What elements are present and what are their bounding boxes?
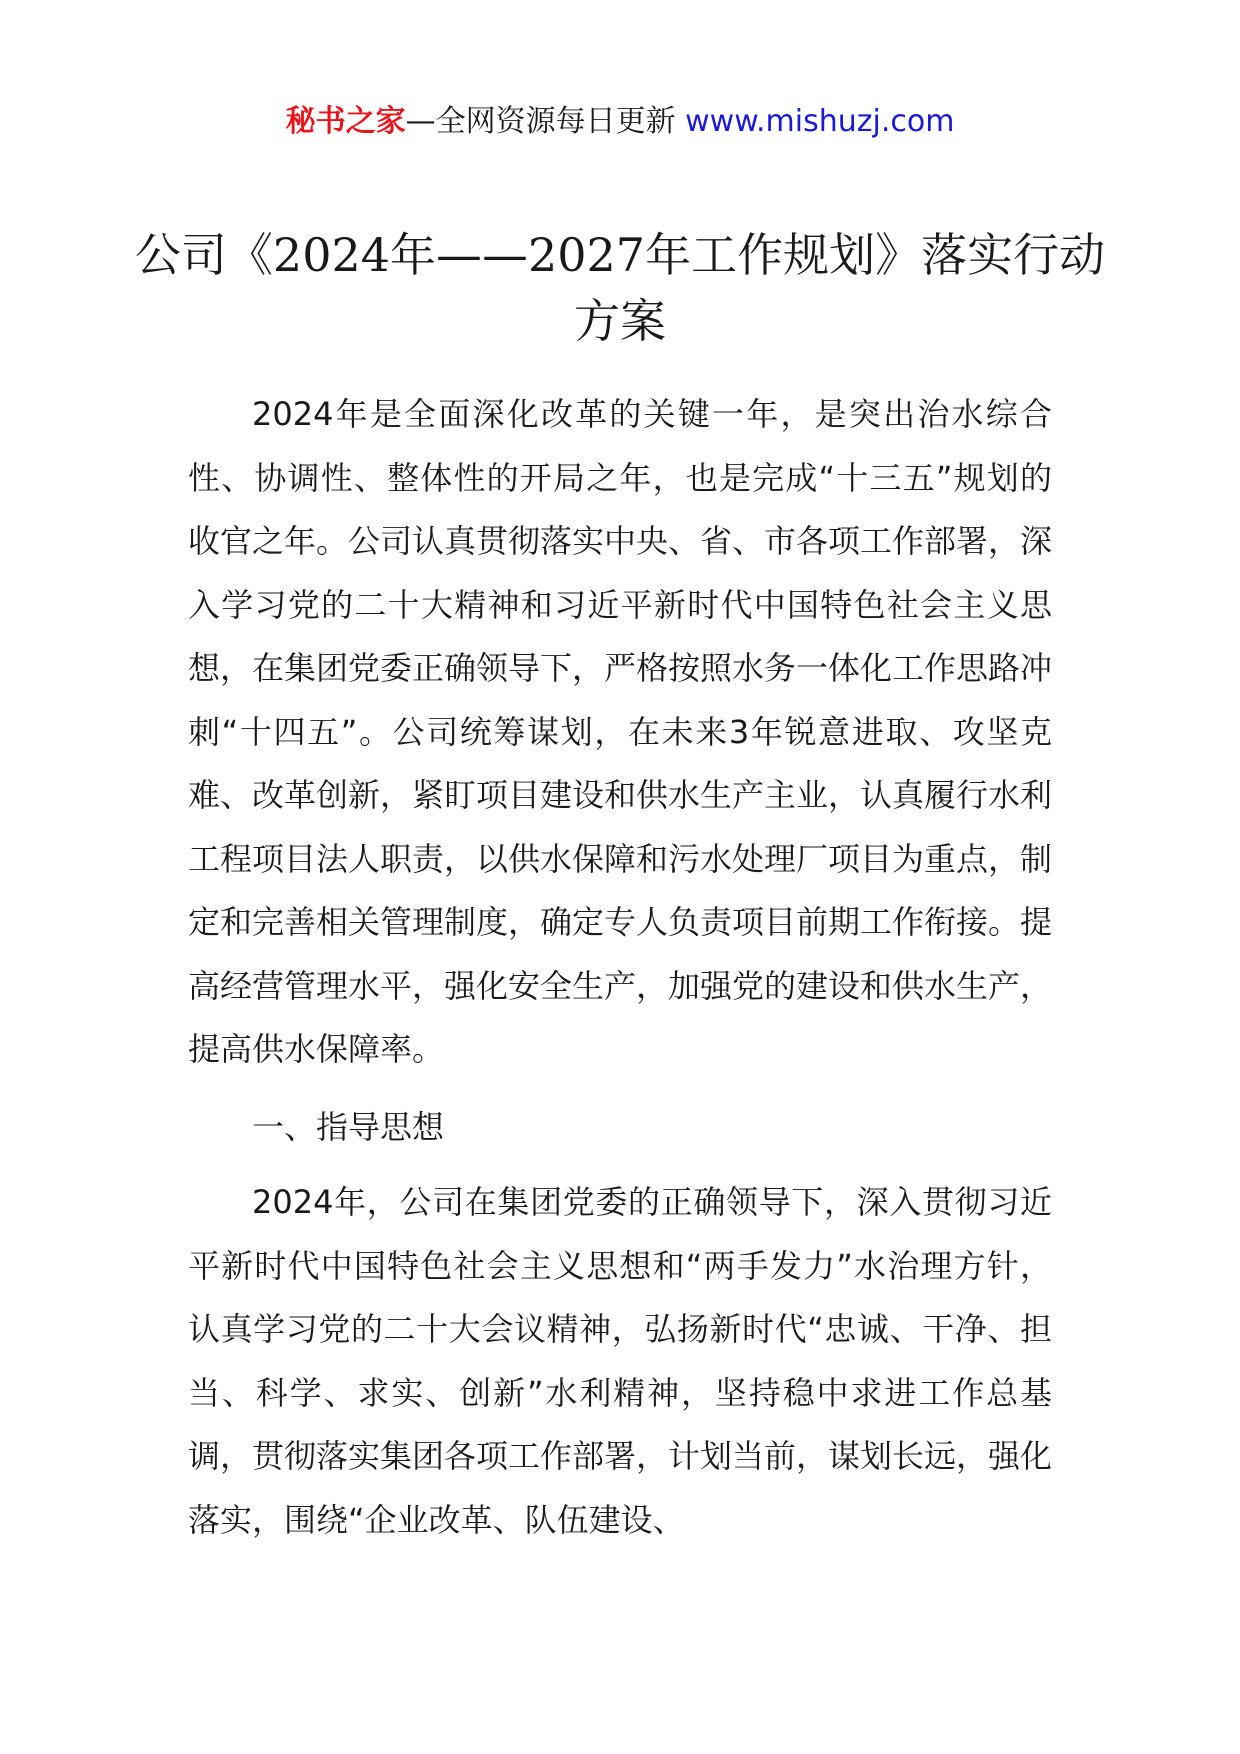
document-title: [120, 222, 1120, 354]
site-slogan: —全网资源每日更新: [405, 104, 686, 139]
guiding-ideology-paragraph: 2024年，公司在集团党委的正确领导下，深入贯彻习近平新时代中国特色社会主义思想和“两手发力”水治理方针，认真学习党的二十大会议精神，弘扬新时代“忠诚、干净、担当、科学、求实、创新”水利精神，坚持稳中求进工作总基调，贯彻落实集团各项工作部署，计划当前，谋划长远，强化落实，围绕“企业改革、队伍建设、: [188, 1183, 1053, 1539]
title-year-end: 2027: [528, 228, 646, 282]
section-heading-guiding-ideology: 一、指导思想: [252, 1107, 445, 1146]
site-header: [0, 100, 1240, 144]
title-part-2: 年——: [390, 228, 528, 282]
intro-paragraph: 2024年是全面深化改革的关键一年，是突出治水综合性、协调性、整体性的开局之年，也是完成“十三五”规划的收官之年。公司认真贯彻落实中央、省、市各项工作部署，深入学习党的二十大精神和习近平新时代中国特色社会主义思想，在集团党委正确领导下，严格按照水务一体化工作思路冲刺“十四五”。公司统筹谋划，在未来3年锐意进取、攻坚克难、改革创新，紧盯项目建设和供水生产主业，认真履行水利工程项目法人职责，以供水保障和污水处理厂项目为重点，制定和完善相关管理制度，确定专人负责项目前期工作衔接。提高经营管理水平，强化安全生产，加强党的建设和供水生产，提高供水保障率。: [188, 395, 1053, 1068]
title-year-start: 2024: [272, 228, 390, 282]
brand-name: 秘书之家: [285, 104, 406, 139]
site-url[interactable]: www.mishuzj.com: [685, 104, 955, 139]
document-body: [188, 383, 1052, 1552]
title-part-1: 公司《: [134, 228, 273, 282]
title-part-3: 年工作规划》落实行动方案: [574, 228, 1106, 348]
